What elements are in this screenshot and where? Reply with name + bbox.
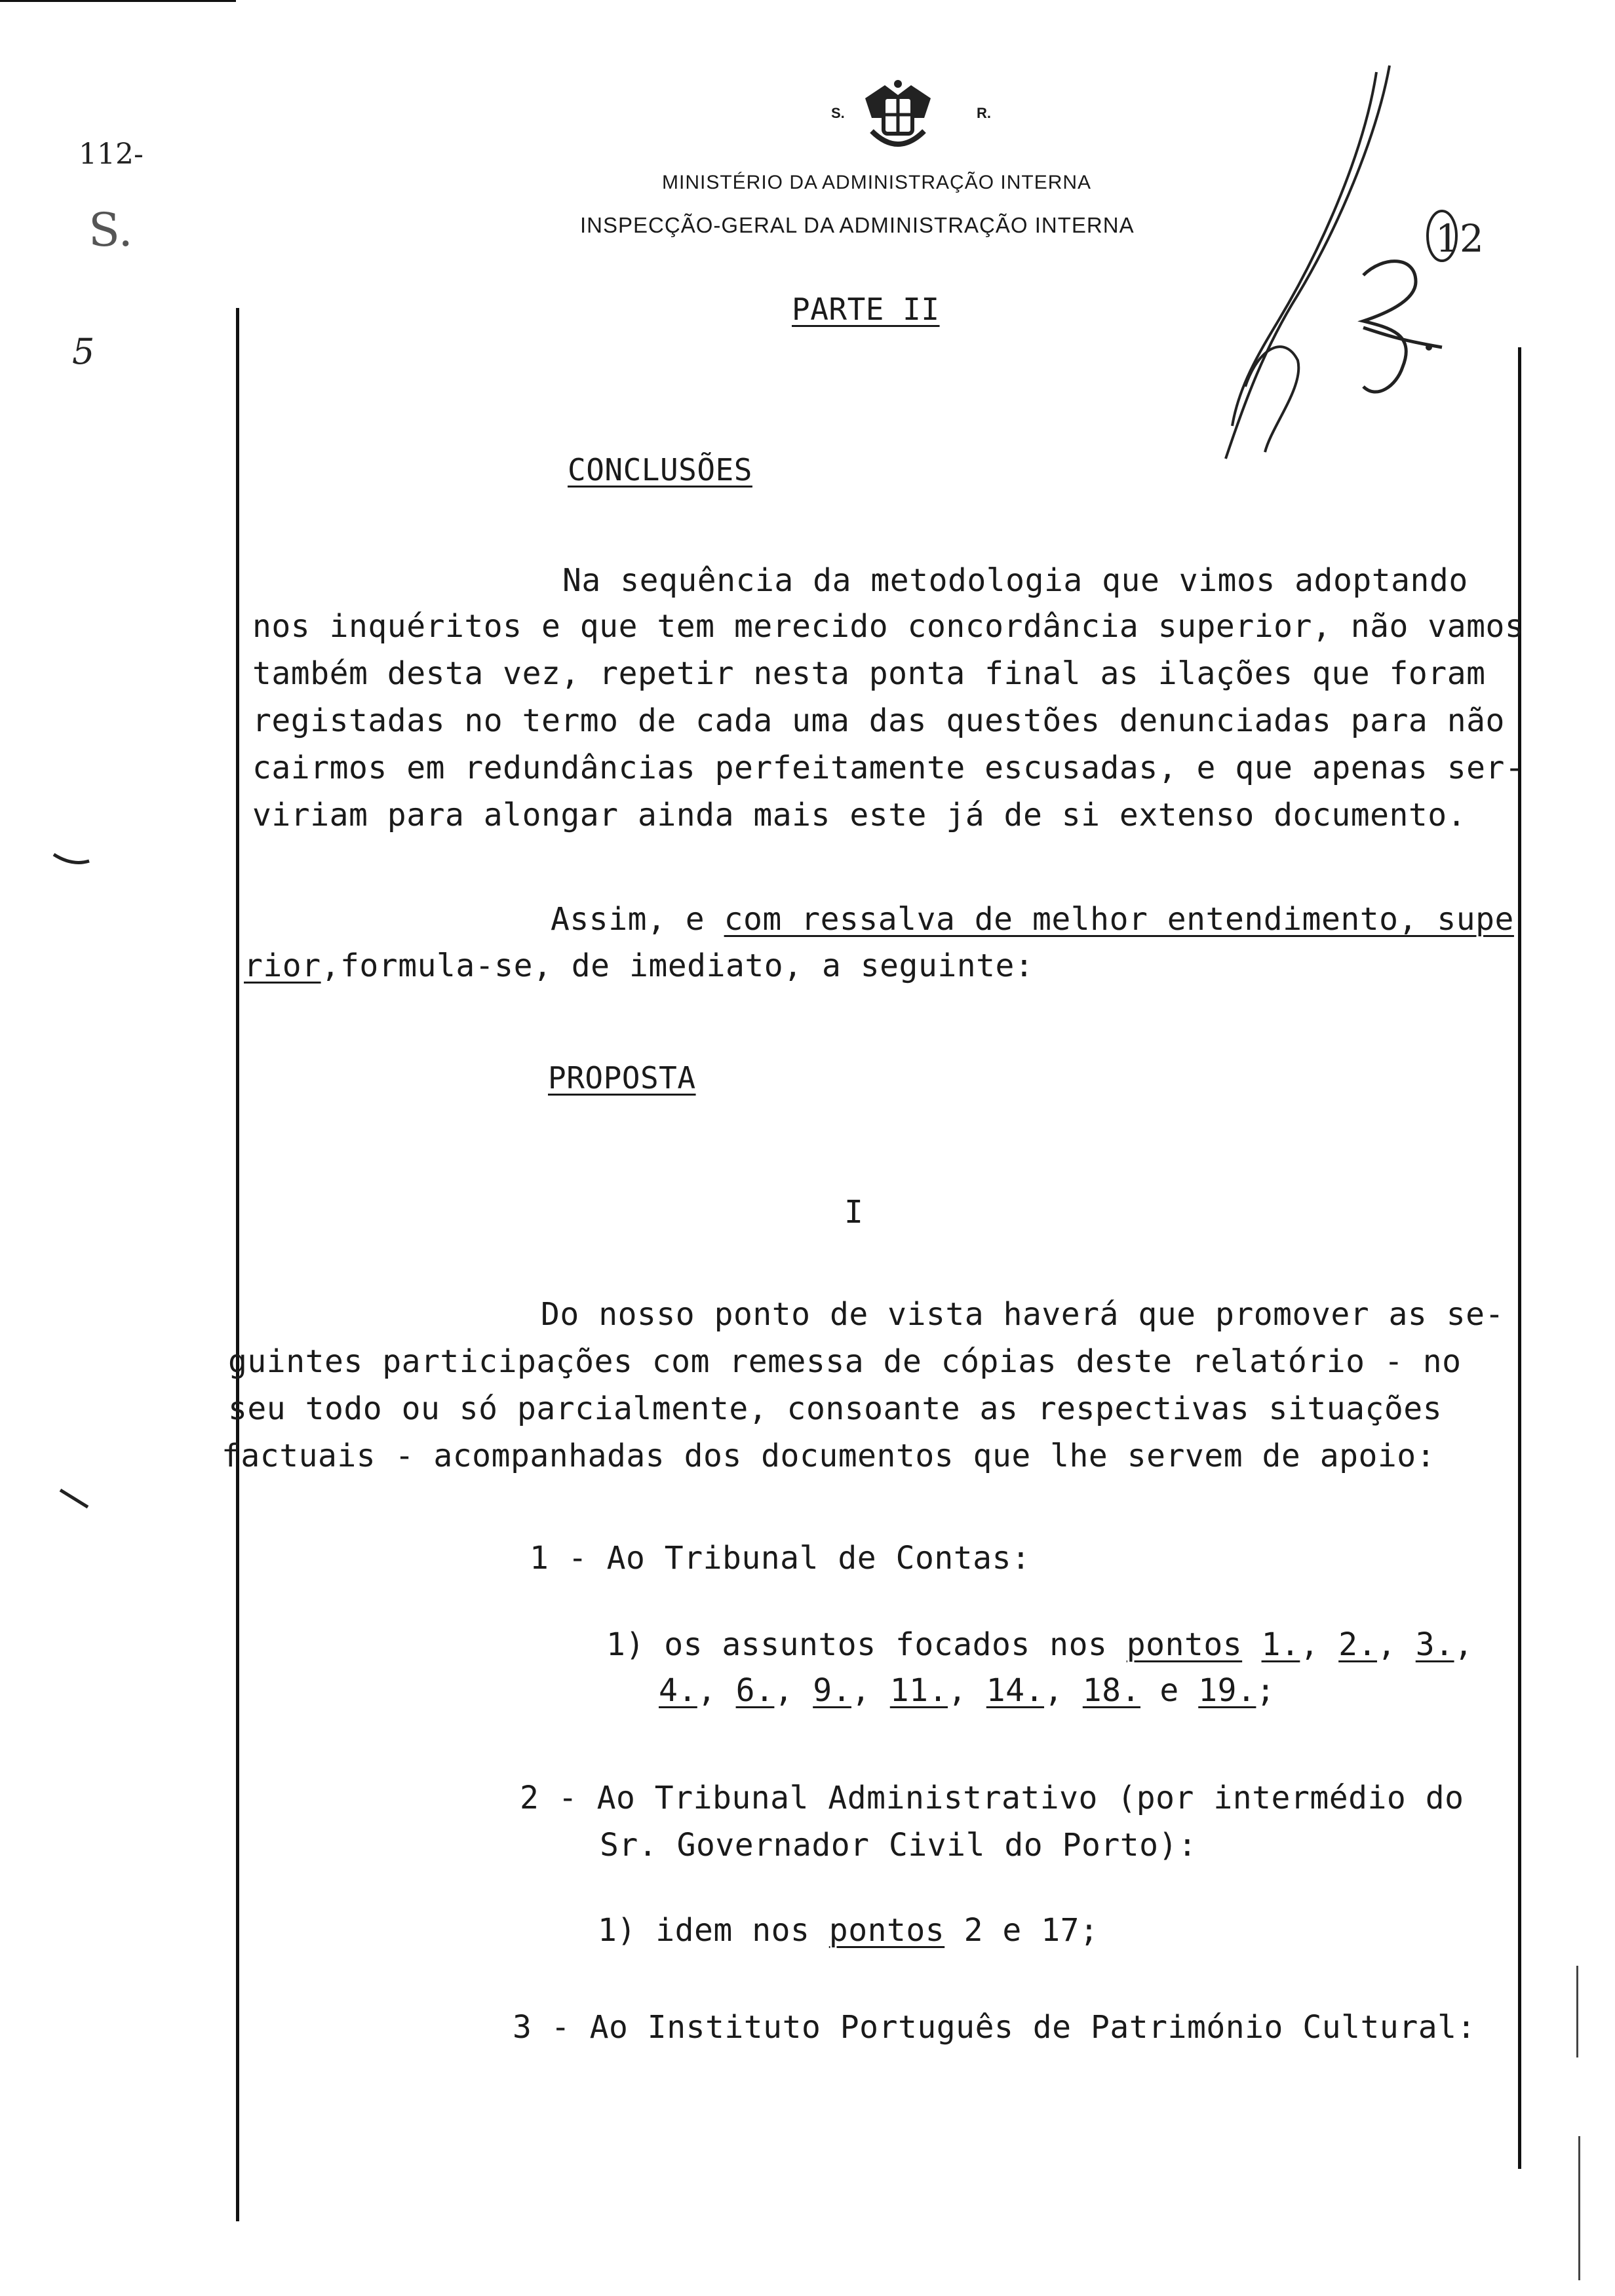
proposal-heading: PROPOSTA <box>548 1060 696 1096</box>
point-ref: 1. <box>1261 1626 1300 1663</box>
proposal-item-3: 3 - Ao Instituto Português de Património Cultural: <box>513 2009 1476 2046</box>
part-heading: PARTE II <box>792 292 940 327</box>
margin-mark-5: 5 <box>72 331 95 372</box>
conclusions-heading: CONCLUSÕES <box>568 452 752 488</box>
sub-text: idem nos <box>655 1912 829 1949</box>
margin-tick-1 <box>52 852 92 871</box>
inspectorate-name: INSPECÇÃO-GERAL DA ADMINISTRAÇÃO INTERNA <box>580 213 1135 237</box>
proposal-item-1-sub-line-1: 1) os assuntos focados nos pontos 1., 2., 3., <box>606 1626 1473 1663</box>
point-ref: 2. <box>1338 1626 1377 1663</box>
point-ref: 11. <box>889 1672 948 1709</box>
scan-edge-line <box>0 0 236 2</box>
margin-mark-s: S. <box>88 203 133 257</box>
pontos-word: pontos <box>1126 1626 1243 1663</box>
coat-of-arms-emblem <box>859 79 937 157</box>
proposal-intro-line-2: guintes participações com remessa de cópias deste relatório - no <box>228 1343 1462 1380</box>
conclusions-line-3: também desta vez, repetir nesta ponta final as ilações que foram <box>252 655 1486 692</box>
conclusions-line-5: cairmos em redundâncias perfeitamente escusadas, e que apenas ser- <box>252 750 1525 786</box>
pontos-word: pontos <box>828 1912 945 1949</box>
paragraph-2-tail: ,formula-se, de imediato, a seguinte: <box>321 947 1034 984</box>
paragraph-2-underlined-1: com ressalva de melhor entendimento, supe <box>724 901 1514 938</box>
proposal-item-2-line-1: 2 - Ao Tribunal Administrativo (por intermédio do <box>520 1780 1464 1816</box>
paragraph-2-underlined-2: rior <box>244 947 321 984</box>
proposal-item-1-sub-line-2: 4., 6., 9., 11., 14., 18. e 19.; <box>659 1672 1275 1709</box>
point-ref: 3. <box>1415 1626 1454 1663</box>
proposal-intro-line-3: seu todo ou só parcialmente, consoante as respectivas situações <box>228 1390 1443 1427</box>
point-ref: 9. <box>813 1672 851 1709</box>
edge-mark-1 <box>1576 1966 1578 2057</box>
conclusions-line-4: registadas no termo de cada uma das questões denunciadas para não <box>252 702 1505 739</box>
proposal-item-2-line-2: Sr. Governador Civil do Porto): <box>600 1827 1197 1864</box>
handwritten-signature <box>1167 59 1468 472</box>
point-ref: 4. <box>659 1672 697 1709</box>
proposal-intro-line-4: factuais - acompanhadas dos documentos que lhe servem de apoio: <box>222 1438 1436 1474</box>
conclusions-line-2: nos inquéritos e que tem merecido concordância superior, não vamos <box>252 608 1525 645</box>
margin-tick-2 <box>59 1487 92 1514</box>
conjunction: e <box>1159 1672 1179 1709</box>
left-margin-rule <box>236 308 239 2221</box>
conclusions-paragraph-2-line-2 <box>244 947 1034 984</box>
point-ref: 14. <box>986 1672 1044 1709</box>
conclusions-line-6: viriam para alongar ainda mais este já de si extenso documento. <box>252 797 1467 833</box>
proposal-intro-line-1: Do nosso ponto de vista haverá que promover as se- <box>541 1296 1504 1333</box>
letterhead-left-initial: S. <box>831 105 845 121</box>
edge-mark-2 <box>1578 2136 1580 2280</box>
point-ref: 19. <box>1198 1672 1256 1709</box>
paragraph-2-lead: Assim, e <box>551 901 724 938</box>
letterhead-right-initial: R. <box>977 105 991 121</box>
page-number-annotation: 112- <box>79 138 144 171</box>
ministry-name: MINISTÉRIO DA ADMINISTRAÇÃO INTERNA <box>662 172 1092 193</box>
sub-tail: 2 e 17; <box>963 1912 1099 1949</box>
proposal-item-2-sub <box>598 1912 1099 1949</box>
sub-number: 1) <box>598 1912 636 1949</box>
conclusions-paragraph-2-line-1 <box>551 901 1514 938</box>
point-ref: 18. <box>1082 1672 1140 1709</box>
sub-text: os assuntos focados nos <box>664 1626 1127 1663</box>
stamp-number: 12 <box>1435 216 1484 261</box>
section-numeral: I <box>844 1194 864 1231</box>
proposal-item-1: 1 - Ao Tribunal de Contas: <box>530 1540 1031 1577</box>
sub-number: 1) <box>606 1626 645 1663</box>
point-ref: 6. <box>735 1672 775 1709</box>
conclusions-line-1: Na sequência da metodologia que vimos adoptando <box>562 562 1468 599</box>
